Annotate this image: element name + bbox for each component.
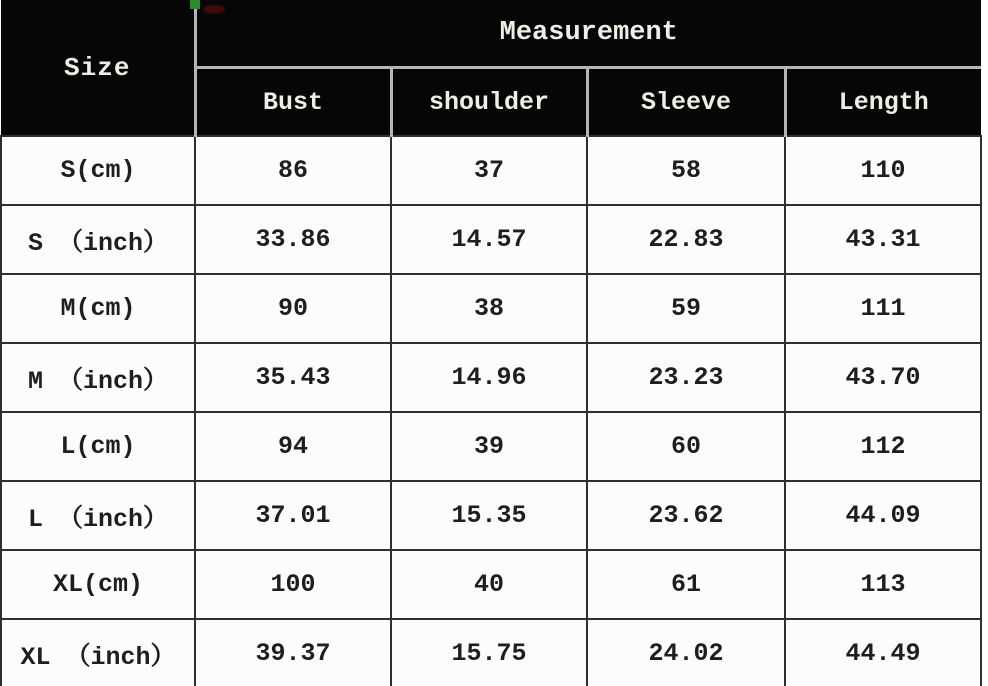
table-row-m-inch bbox=[1, 343, 981, 412]
cell-bust: 90 bbox=[195, 274, 391, 343]
cell-length: 44.49 bbox=[785, 619, 981, 686]
cell-sleeve: 24.02 bbox=[587, 619, 785, 686]
cell-bust: 100 bbox=[195, 550, 391, 619]
column-header-shoulder: shoulder bbox=[391, 68, 587, 137]
cell-sleeve: 22.83 bbox=[587, 205, 785, 274]
table-row-l-cm bbox=[1, 412, 981, 481]
cell-bust: 39.37 bbox=[195, 619, 391, 686]
cell-shoulder: 38 bbox=[391, 274, 587, 343]
cell-bust: 33.86 bbox=[195, 205, 391, 274]
cell-shoulder: 39 bbox=[391, 412, 587, 481]
cell-length: 112 bbox=[785, 412, 981, 481]
size-header-cell: Size bbox=[1, 0, 195, 136]
row-label: L(cm) bbox=[1, 412, 195, 481]
cell-length: 43.31 bbox=[785, 205, 981, 274]
cell-bust: 35.43 bbox=[195, 343, 391, 412]
cell-sleeve: 60 bbox=[587, 412, 785, 481]
row-label: XL(cm) bbox=[1, 550, 195, 619]
cell-shoulder: 14.96 bbox=[391, 343, 587, 412]
cell-bust: 86 bbox=[195, 136, 391, 205]
cell-length: 111 bbox=[785, 274, 981, 343]
table-row-l-inch bbox=[1, 481, 981, 550]
cell-bust: 94 bbox=[195, 412, 391, 481]
table-row-m-cm bbox=[1, 274, 981, 343]
table-row-s-cm bbox=[1, 136, 981, 205]
cell-sleeve: 59 bbox=[587, 274, 785, 343]
cell-length: 43.70 bbox=[785, 343, 981, 412]
cell-bust: 37.01 bbox=[195, 481, 391, 550]
cell-length: 110 bbox=[785, 136, 981, 205]
column-header-sleeve: Sleeve bbox=[587, 68, 785, 137]
cell-shoulder: 37 bbox=[391, 136, 587, 205]
cell-length: 44.09 bbox=[785, 481, 981, 550]
green-artifact-marker bbox=[190, 0, 200, 9]
row-label: M(cm) bbox=[1, 274, 195, 343]
cell-sleeve: 23.62 bbox=[587, 481, 785, 550]
cell-sleeve: 23.23 bbox=[587, 343, 785, 412]
cell-sleeve: 58 bbox=[587, 136, 785, 205]
red-artifact-smudge bbox=[203, 5, 225, 14]
row-label: S(cm) bbox=[1, 136, 195, 205]
cell-shoulder: 15.75 bbox=[391, 619, 587, 686]
column-header-length: Length bbox=[785, 68, 981, 137]
cell-shoulder: 40 bbox=[391, 550, 587, 619]
cell-sleeve: 61 bbox=[587, 550, 785, 619]
row-label: L （inch） bbox=[1, 481, 195, 550]
table-row-xl-inch bbox=[1, 619, 981, 686]
cell-shoulder: 15.35 bbox=[391, 481, 587, 550]
header-row-group bbox=[1, 0, 981, 68]
measurement-header-cell: Measurement bbox=[195, 0, 981, 68]
row-label: M （inch） bbox=[1, 343, 195, 412]
cell-shoulder: 14.57 bbox=[391, 205, 587, 274]
row-label: XL （inch） bbox=[1, 619, 195, 686]
table-row-s-inch bbox=[1, 205, 981, 274]
cell-length: 113 bbox=[785, 550, 981, 619]
table-row-xl-cm bbox=[1, 550, 981, 619]
column-header-bust: Bust bbox=[195, 68, 391, 137]
row-label: S （inch） bbox=[1, 205, 195, 274]
